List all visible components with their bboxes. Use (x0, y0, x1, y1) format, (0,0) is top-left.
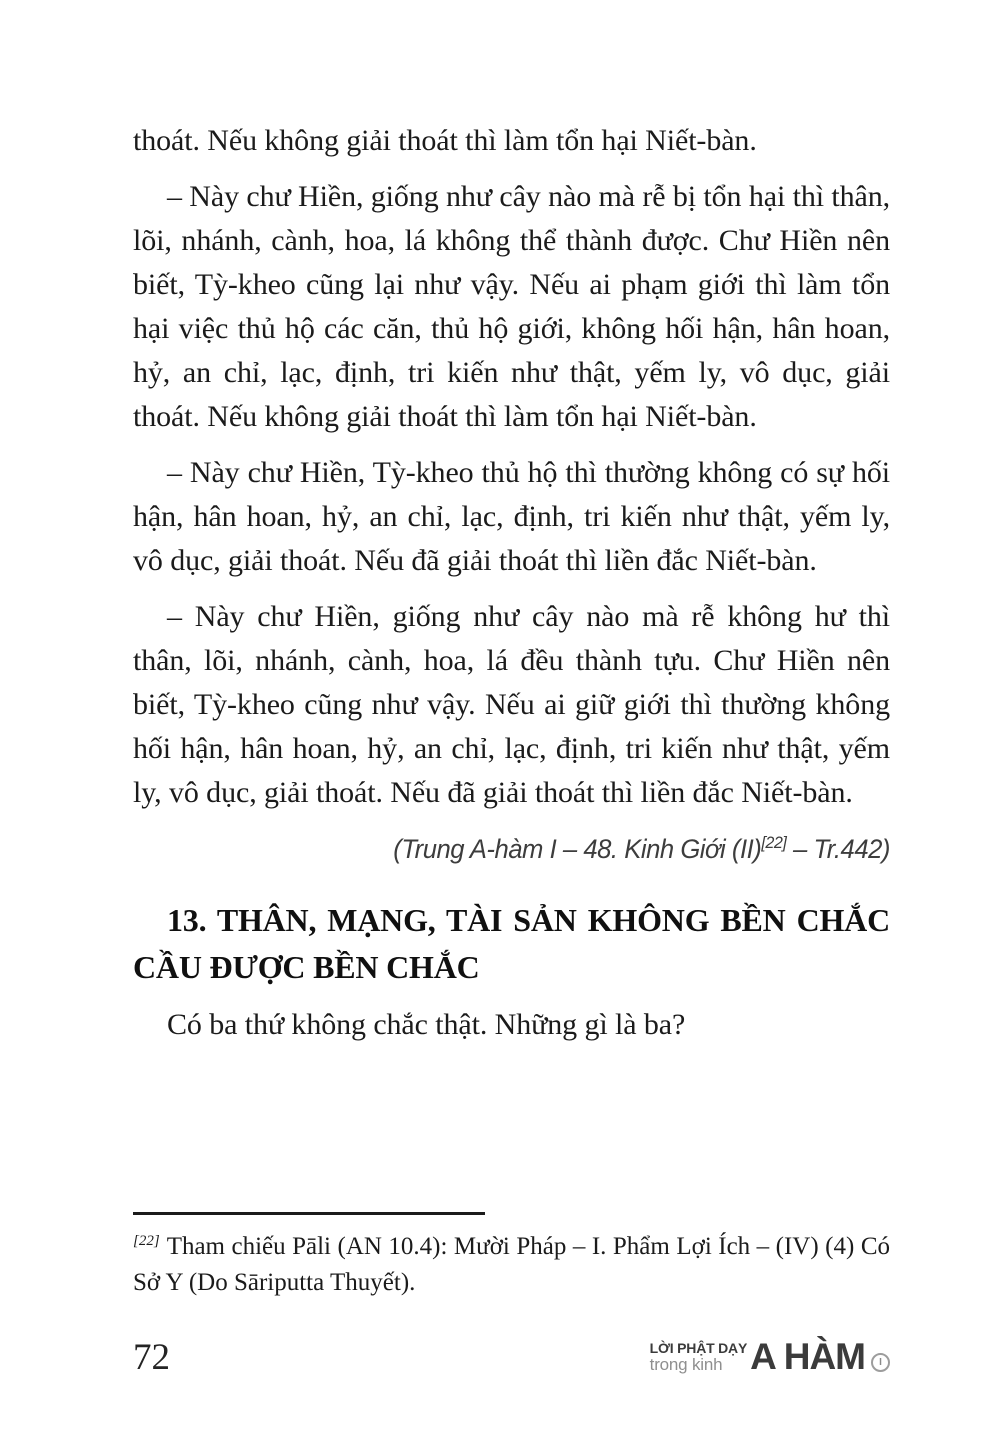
footnote-divider (133, 1212, 485, 1215)
volume-badge-icon: I (871, 1353, 890, 1372)
section-heading-line1: 13. THÂN, MẠNG, TÀI SẢN KHÔNG BỀN CHẮC (167, 902, 890, 938)
footnote (133, 1229, 890, 1301)
logo-tagline-top: LỜI PHẬT DẠY (649, 1340, 748, 1356)
logo-title: A HÀM (750, 1336, 865, 1377)
footnote-marker: [22] (133, 1232, 160, 1249)
publisher-logo (649, 1336, 890, 1377)
page-body (133, 119, 890, 1059)
footnote-area (133, 1212, 890, 1301)
body-paragraph: – Này chư Hiền, giống như cây nào mà rễ bị tổn hại thì thân, lõi, nhánh, cành, hoa, lá không thể thành được. Chư Hiền nên biết, Tỳ-kheo cũng lại như vậy. Nếu ai phạm giới thì làm tổn hại việc thủ hộ các căn, thủ hộ giới, không hối hận, hân hoan, hỷ, an chỉ, lạc, định, tri kiến như thật, yếm ly, vô dục, giải thoát. Nếu không giải thoát thì làm tổn hại Niết-bàn. (133, 180, 891, 433)
citation-page-ref: – Tr.442) (786, 834, 890, 864)
page-footer (133, 1338, 890, 1378)
page-number: 72 (133, 1337, 170, 1378)
section-heading-line2: CẦU ĐƯỢC BỀN CHẮC (133, 949, 480, 985)
intro-paragraph: Có ba thứ không chắc thật. Những gì là ba? (167, 1008, 686, 1041)
logo-taglines (650, 1341, 747, 1373)
body-paragraph: – Này chư Hiền, Tỳ-kheo thủ hộ thì thường không có sự hối hận, hân hoan, hỷ, an chỉ, lạc, định, tri kiến như thật, yếm ly, vô dục, giải thoát. Nếu đã giải thoát thì liền đắc Niết-bàn. (133, 456, 890, 577)
body-paragraph: thoát. Nếu không giải thoát thì làm tổn hại Niết-bàn. (133, 124, 757, 157)
logo-tagline-bottom: trong kinh (649, 1355, 723, 1374)
citation-footnote-ref: [22] (761, 833, 787, 852)
section-heading (133, 897, 890, 991)
source-citation (171, 827, 890, 871)
footnote-body: Tham chiếu Pāli (AN 10.4): Mười Pháp – I. Phẩm Lợi Ích – (IV) (4) Có Sở Y (Do Sāriputta Thuyết). (133, 1233, 890, 1296)
citation-text: (Trung A-hàm I – 48. Kinh Giới (II) (393, 834, 762, 864)
body-paragraph: – Này chư Hiền, giống như cây nào mà rễ không hư thì thân, lõi, nhánh, cành, hoa, lá đều thành tựu. Chư Hiền nên biết, Tỳ-kheo cũng như vậy. Nếu ai giữ giới thì thường không hối hận, hân hoan, hỷ, an chỉ, lạc, định, tri kiến như thật, yếm ly, vô dục, giải thoát. Nếu đã giải thoát thì liền đắc Niết-bàn. (133, 600, 890, 809)
